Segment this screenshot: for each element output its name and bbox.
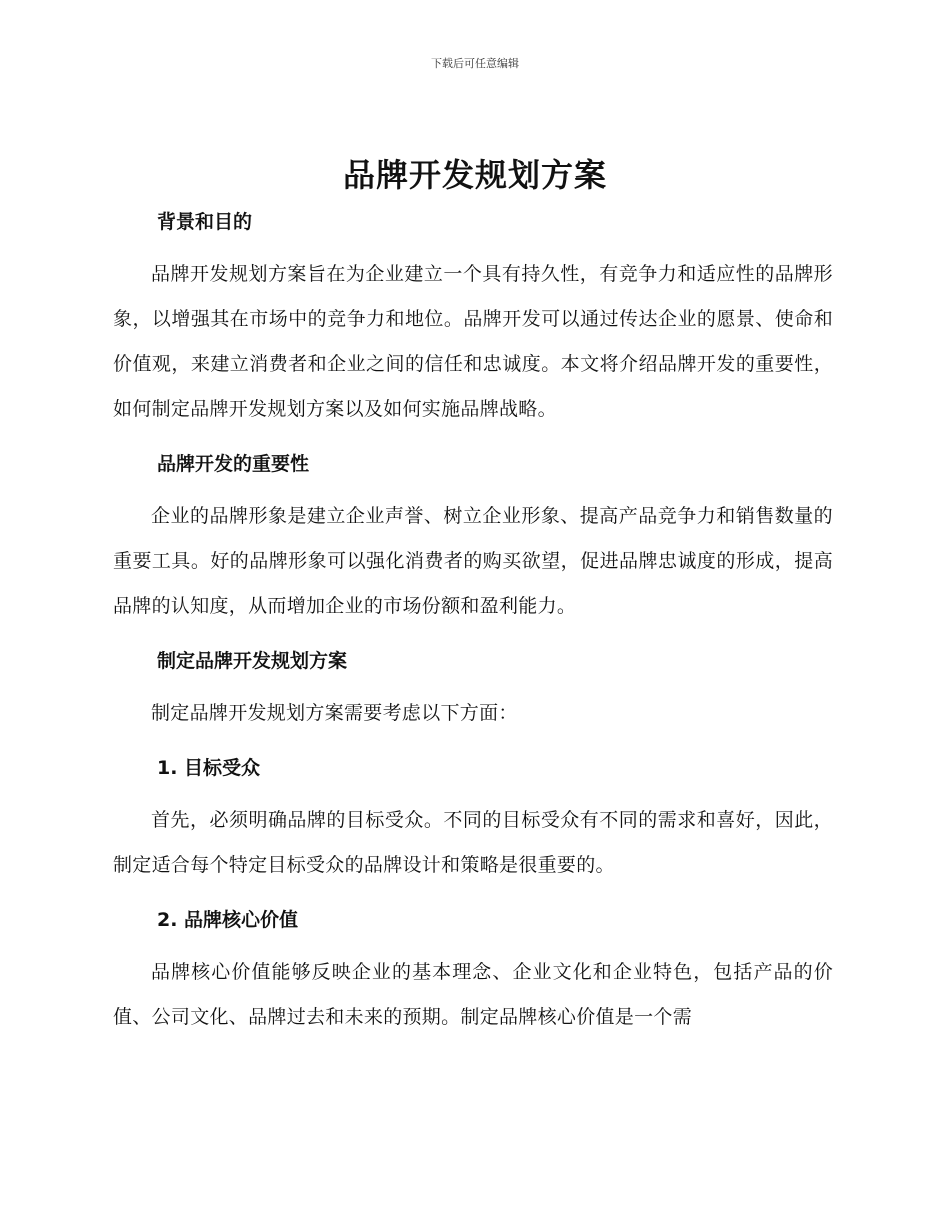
section-paragraph: 首先，必须明确品牌的目标受众。不同的目标受众有不同的需求和喜好，因此，制定适合每个特定目标受众的品牌设计和策略是很重要的。: [113, 809, 833, 876]
section-paragraph: 企业的品牌形象是建立企业声誉、树立企业形象、提高产品竞争力和销售数量的重要工具。好的品牌形象可以强化消费者的购买欲望，促进品牌忠诚度的形成，提高品牌的认知度，从而增加企业的市场份额和盈利能力。: [113, 505, 833, 617]
section-heading-target-audience: 1. 目标受众: [157, 757, 261, 779]
section-paragraph: 品牌开发规划方案旨在为企业建立一个具有持久性，有竞争力和适应性的品牌形象，以增强其在市场中的竞争力和地位。品牌开发可以通过传达企业的愿景、使命和价值观，来建立消费者和企业之间的信任和忠诚度。本文将介绍品牌开发的重要性，如何制定品牌开发规划方案以及如何实施品牌战略。: [113, 263, 833, 420]
section-paragraph: 品牌核心价值能够反映企业的基本理念、企业文化和企业特色，包括产品的价值、公司文化、品牌过去和未来的预期。制定品牌核心价值是一个需: [113, 961, 833, 1028]
section-heading-core-value: 2. 品牌核心价值: [157, 909, 299, 931]
header-note: 下载后可任意编辑: [431, 57, 519, 70]
section-heading-background: 背景和目的: [157, 211, 253, 233]
document-body: [113, 204, 833, 1040]
section-heading-planning: 制定品牌开发规划方案: [157, 650, 348, 672]
section-heading-importance: 品牌开发的重要性: [157, 453, 310, 475]
section-paragraph: 制定品牌开发规划方案需要考虑以下方面：: [151, 702, 518, 724]
document-title: 品牌开发规划方案: [342, 156, 607, 194]
